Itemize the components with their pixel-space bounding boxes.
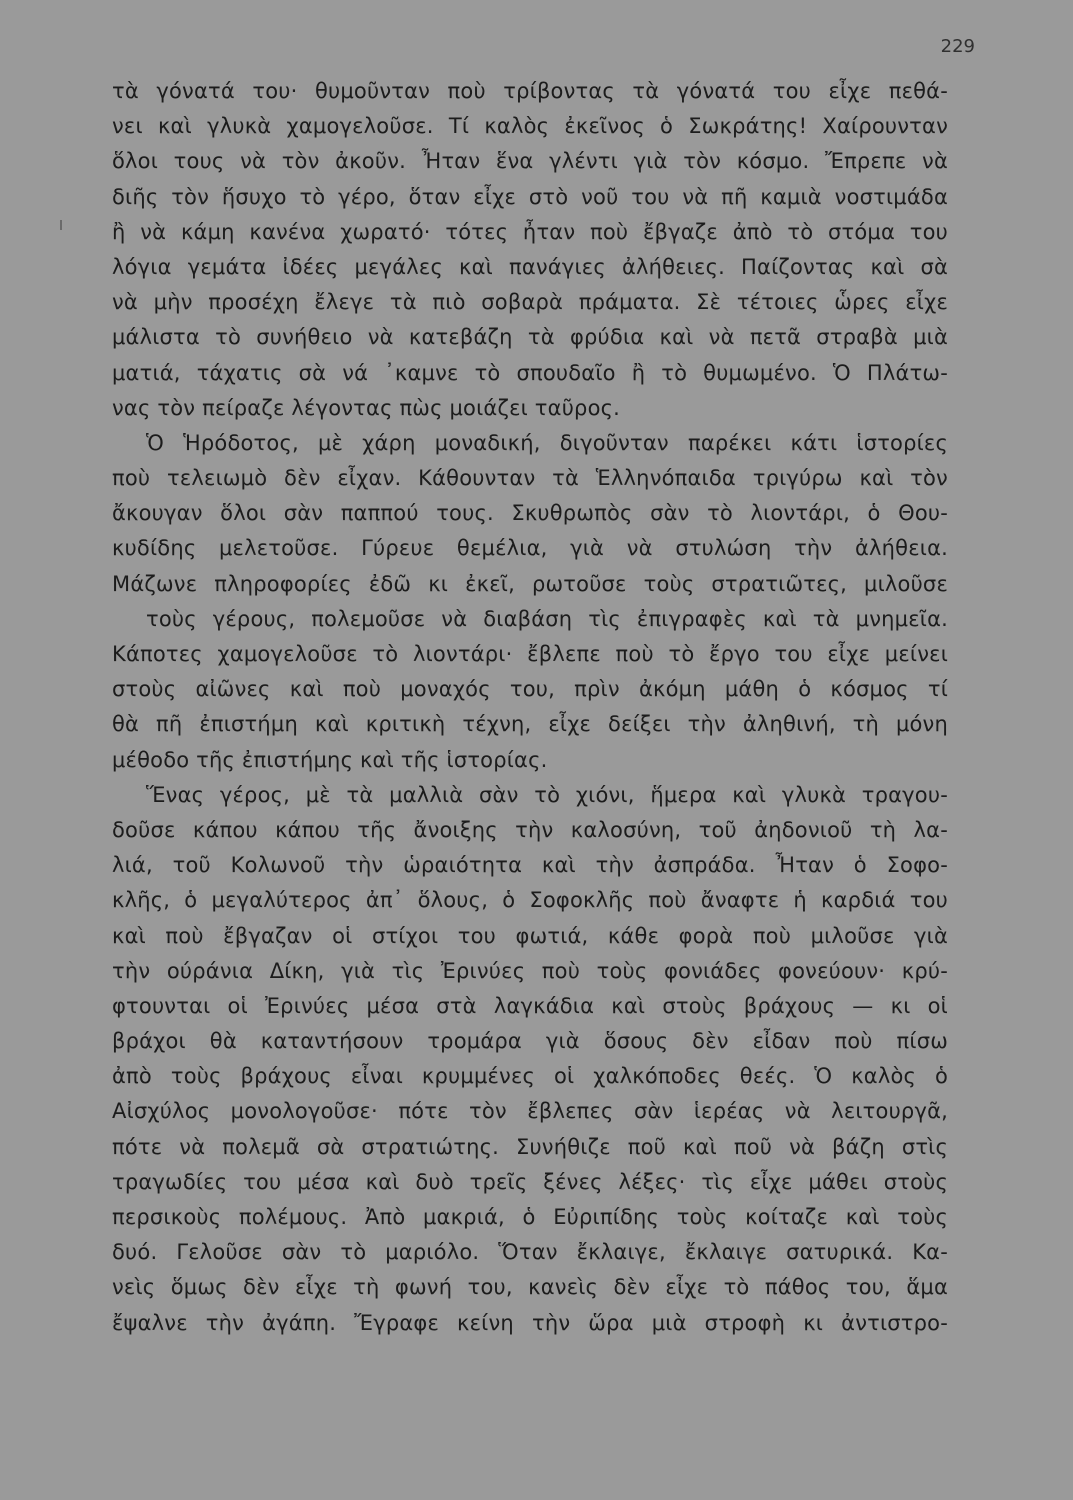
text-line: κλῆς, ὁ μεγαλύτερος ἀπ᾽ ὅλους, ὁ Σοφοκλῆς ποὺ ἄναφτε ἡ καρδιά του <box>112 888 948 913</box>
text-line: Αἰσχύλος μονολογοῦσε· πότε τὸν ἔβλεπες σὰν ἱερέας νὰ λειτουργᾶ, <box>112 1099 948 1124</box>
text-line: Ὁ Ἡρόδοτος, μὲ χάρη μοναδική, διγοῦνταν παρέκει κάτι ἱστορίες <box>146 430 948 455</box>
text-line: τὰ γόνατά του· θυμοῦνταν ποὺ τρίβοντας τὰ γόνατά του εἶχε πεθά- <box>112 79 948 103</box>
text-line: ματιά, τάχατις σὰ νά ᾽καμνε τὸ σπουδαῖο ἢ τὸ θυμωμένο. Ὁ Πλάτω- <box>112 360 948 385</box>
text-line: ἢ νὰ κάμη κανένα χωρατό· τότες ἦταν ποὺ ἔβγαζε ἀπὸ τὸ στόμα του <box>112 219 948 244</box>
text-line: λιά, τοῦ Κολωνοῦ τὴν ὡραιότητα καὶ τὴν ἀσπράδα. Ἦταν ὁ Σοφο- <box>112 853 948 878</box>
text-line: τραγωδίες του μέσα καὶ δυὸ τρεῖς ξένες λέξες· τὶς εἶχε μάθει στοὺς <box>112 1169 948 1194</box>
text-line: καὶ ποὺ ἔβγαζαν οἱ στίχοι του φωτιά, κάθε φορὰ ποὺ μιλοῦσε γιὰ <box>112 923 948 948</box>
scan-speck <box>60 220 62 230</box>
text-line: Κάποτες χαμογελοῦσε τὸ λιοντάρι· ἔβλεπε ποὺ τὸ ἔργο του εἶχε μείνει <box>112 642 948 666</box>
text-line: διῆς τὸν ἥσυχο τὸ γέρο, ὅταν εἶχε στὸ νοῦ του νὰ πῆ καμιὰ νοστιμάδα <box>112 184 948 209</box>
text-line: ὅλοι τους νὰ τὸν ἀκοῦν. Ἦταν ἕνα γλέντι γιὰ τὸν κόσμο. Ἔπρεπε νὰ <box>112 149 948 174</box>
text-line: φτουνται οἱ Ἐρινύες μέσα στὰ λαγκάδια καὶ στοὺς βράχους — κι οἱ <box>112 993 948 1018</box>
text-line: στοὺς αἰῶνες καὶ ποὺ μοναχός του, πρὶν ἀκόμη μάθη ὁ κόσμος τί <box>112 677 948 702</box>
text-line: Μάζωνε πληροφορίες ἐδῶ κι ἐκεῖ, ρωτοῦσε τοὺς στρατιῶτες, μιλοῦσε <box>112 571 948 596</box>
text-line: ἔψαλνε τὴν ἀγάπη. Ἔγραφε κείνη τὴν ὥρα μιὰ στροφὴ κι ἀντιστρο- <box>112 1310 948 1335</box>
text-line: τοὺς γέρους, πολεμοῦσε νὰ διαβάση τὶς ἐπιγραφὲς καὶ τὰ μνημεῖα. <box>146 606 948 631</box>
text-line: νει καὶ γλυκὰ χαμογελοῦσε. Τί καλὸς ἐκεῖνος ὁ Σωκράτης! Χαίρουνταν <box>112 114 948 139</box>
text-line: ἀπὸ τοὺς βράχους εἶναι κρυμμένες οἱ χαλκόποδες θεές. Ὁ καλὸς ὁ <box>112 1064 948 1089</box>
text-line: μέθοδο τῆς ἐπιστήμης καὶ τῆς ἱστορίας. <box>112 747 548 772</box>
text-line: κυδίδης μελετοῦσε. Γύρευε θεμέλια, γιὰ νὰ στυλώση τὴν ἀλήθεια. <box>112 536 948 561</box>
text-line: λόγια γεμάτα ἰδέες μεγάλες καὶ πανάγιες ἀλήθειες. Παίζοντας καὶ σὰ <box>112 254 948 279</box>
text-line: δοῦσε κάπου κάπου τῆς ἄνοιξης τὴν καλοσύνη, τοῦ ἀηδονιοῦ τὴ λα- <box>112 817 948 842</box>
text-line: ποὺ τελειωμὸ δὲν εἶχαν. Κάθουνταν τὰ Ἑλληνόπαιδα τριγύρω καὶ τὸν <box>112 466 948 491</box>
body-text <box>112 74 948 1341</box>
page-number: 229 <box>940 36 975 57</box>
text-line: νας τὸν πείραζε λέγοντας πὼς μοιάζει ταῦρος. <box>112 395 621 420</box>
text-line: Ἕνας γέρος, μὲ τὰ μαλλιὰ σὰν τὸ χιόνι, ἥμερα καὶ γλυκὰ τραγου- <box>146 782 948 807</box>
text-line: μάλιστα τὸ συνήθειο νὰ κατεβάζη τὰ φρύδια καὶ νὰ πετᾶ στραβὰ μιὰ <box>112 325 948 350</box>
text-line: τὴν ούράνια Δίκη, γιὰ τὶς Ἐρινύες ποὺ τοὺς φονιάδες φονεύουν· κρύ- <box>112 958 948 983</box>
text-line: νεὶς ὅμως δὲν εἶχε τὴ φωνή του, κανεὶς δὲν εἶχε τὸ πάθος του, ἅμα <box>112 1275 948 1300</box>
text-line: δυό. Γελοῦσε σὰν τὸ μαριόλο. Ὅταν ἔκλαιγε, ἔκλαιγε σατυρικά. Κα- <box>112 1240 948 1265</box>
text-line: βράχοι θὰ καταντήσουν τρομάρα γιὰ ὅσους δὲν εἶδαν ποὺ πίσω <box>112 1029 948 1054</box>
text-line: νὰ μὴν προσέχη ἔλεγε τὰ πιὸ σοβαρὰ πράματα. Σὲ τέτοιες ὧρες εἶχε <box>112 290 948 315</box>
text-line: περσικοὺς πολέμους. Ἀπὸ μακριά, ὁ Εὐριπίδης τοὺς κοίταζε καὶ τοὺς <box>112 1205 948 1229</box>
text-line: θὰ πῆ ἐπιστήμη καὶ κριτικὴ τέχνη, εἶχε δείξει τὴν ἀληθινή, τὴ μόνη <box>112 712 948 737</box>
text-line: πότε νὰ πολεμᾶ σὰ στρατιώτης. Συνήθιζε ποῦ καὶ ποῦ νὰ βάζη στὶς <box>112 1134 948 1159</box>
text-line: ἄκουγαν ὅλοι σὰν παππού τους. Σκυθρωπὸς σὰν τὸ λιοντάρι, ὁ Θου- <box>112 501 948 526</box>
